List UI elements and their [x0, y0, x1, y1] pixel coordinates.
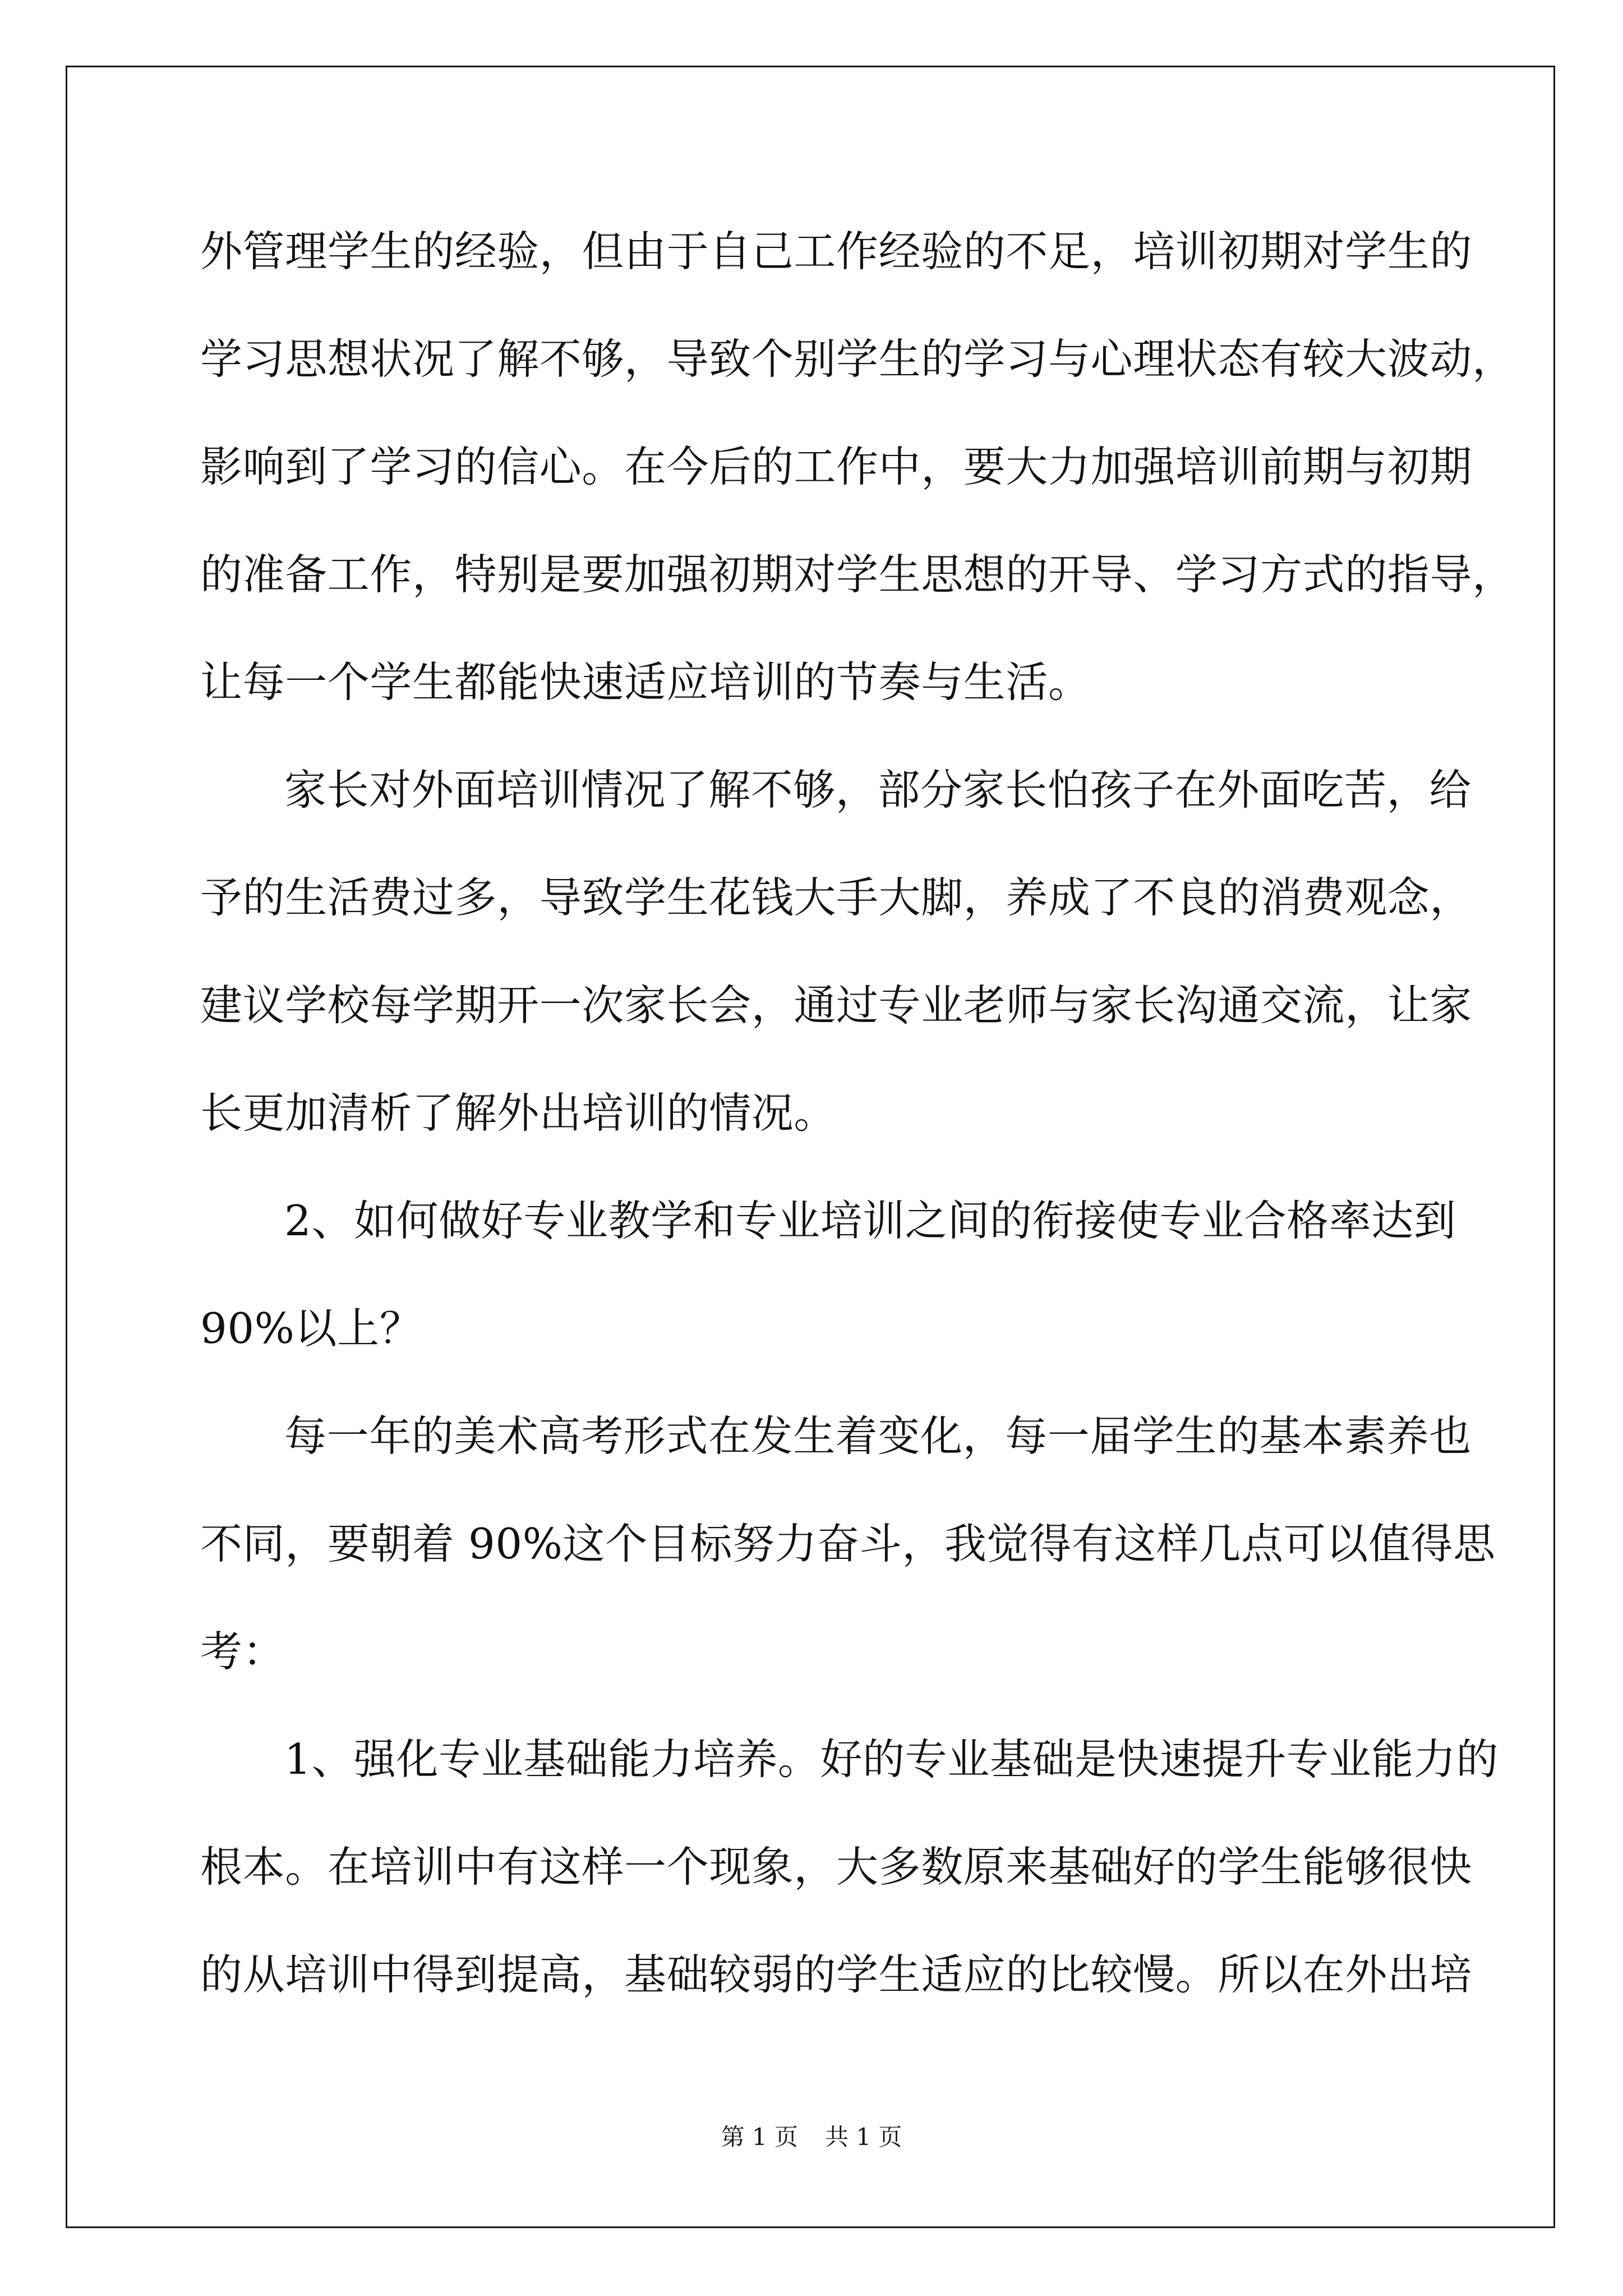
page-footer [0, 2120, 1623, 2154]
text-line: 影响到了学习的信心。在今后的工作中，要大力加强培训前期与初期 [200, 442, 1473, 491]
text-line: 建议学校每学期开一次家长会，通过专业老师与家长沟通交流，让家 [200, 981, 1473, 1030]
text-line: 根本。在培训中有这样一个现象，大多数原来基础好的学生能够很快 [200, 1842, 1473, 1892]
text-line: 的从培训中得到提高，基础较弱的学生适应的比较慢。所以在外出培 [200, 1950, 1473, 1999]
page-total: 共 1 页 [825, 2123, 902, 2151]
text-line: 的准备工作，特别是要加强初期对学生思想的开导、学习方式的指导， [200, 550, 1515, 599]
text-line: 考： [200, 1627, 285, 1676]
text-line: 家长对外面培训情况了解不够，部分家长怕孩子在外面吃苦，给 [284, 765, 1472, 815]
text-line: 2、如何做好专业教学和专业培训之间的衔接使专业合格率达到 [284, 1196, 1456, 1245]
text-line: 予的生活费过多，导致学生花钱大手大脚，养成了不良的消费观念， [200, 873, 1473, 922]
page-number: 第 1 页 [721, 2123, 798, 2151]
text-line: 90%以上？ [200, 1304, 422, 1353]
text-line: 外管理学生的经验，但由于自己工作经验的不足，培训初期对学生的 [200, 227, 1473, 276]
text-line: 学习思想状况了解不够，导致个别学生的学习与心理状态有较大波动， [200, 334, 1515, 384]
text-line: 不同，要朝着 90%这个目标努力奋斗，我觉得有这样几点可以值得思 [200, 1519, 1496, 1568]
text-line: 让每一个学生都能快速适应培训的节奏与生活。 [200, 657, 1091, 707]
document-body [200, 197, 1515, 2028]
text-line: 1、强化专业基础能力培养。好的专业基础是快速提升专业能力的 [284, 1734, 1499, 1784]
text-line: 每一年的美术高考形式在发生着变化，每一届学生的基本素养也 [284, 1411, 1472, 1461]
text-line: 长更加清析了解外出培训的情况。 [200, 1088, 837, 1138]
